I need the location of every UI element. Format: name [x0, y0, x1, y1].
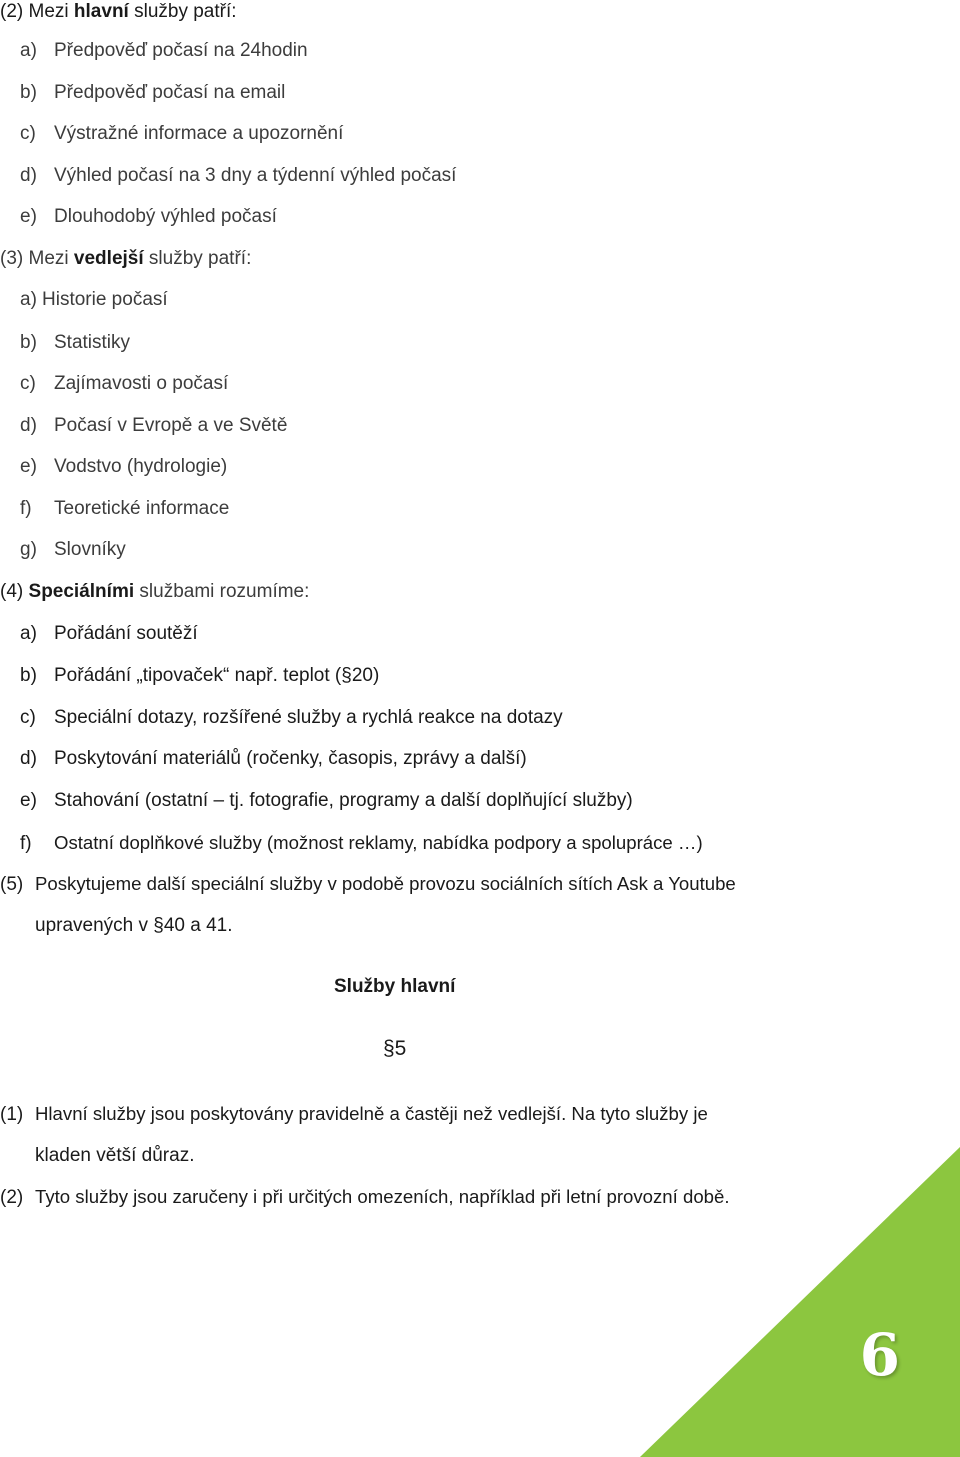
list-item: f) Teoretické informace [20, 498, 230, 519]
list-item: a) Historie počasí [20, 289, 168, 310]
section-4-bold: Speciálními [28, 581, 135, 602]
section-3-post: služby patří: [143, 248, 252, 269]
section-3-heading [0, 247, 251, 271]
list-item: b) Předpověď počasí na email [20, 82, 286, 103]
section-3-pre: Mezi [28, 248, 74, 269]
section-4-heading [0, 580, 309, 604]
list-item: e) Vodstvo (hydrologie) [20, 456, 228, 477]
section-3-bold: vedlejší [73, 248, 144, 269]
page-corner-triangle [640, 1147, 960, 1457]
section-2-post: služby patří: [128, 1, 237, 22]
list-item: d) Výhled počasí na 3 dny a týdenní výhled počasí [20, 165, 457, 186]
section-3-number: (3) [0, 248, 24, 269]
page-title: Služby hlavní [334, 976, 456, 997]
section-4-number: (4) [0, 581, 24, 602]
list-item: b) Statistiky [20, 332, 131, 353]
section-2-pre: Mezi [28, 1, 74, 22]
section-5-line-1: (5) Poskytujeme další speciální služby v podobě provozu sociálních sítích Ask a Youtube [0, 873, 736, 895]
section-5-number: (5) [0, 874, 24, 895]
section-5-line-2: upravených v §40 a 41. [35, 915, 233, 936]
paragraph-1-line-1: (1) Hlavní služby jsou poskytovány pravidelně a častěji než vedlejší. Na tyto služby je [0, 1103, 708, 1125]
section-2-bold: hlavní [73, 1, 129, 22]
page-number: 6 [859, 1321, 900, 1389]
list-item: c) Speciální dotazy, rozšířené služby a rychlá reakce na dotazy [20, 707, 563, 728]
section-4-post: službami rozumíme: [134, 581, 310, 602]
section-2-heading [0, 0, 237, 24]
section-2-number: (2) [0, 1, 24, 22]
paragraph-mark: §5 [383, 1037, 407, 1060]
list-item: c) Zajímavosti o počasí [20, 373, 229, 394]
paragraph-2-number: (2) [0, 1187, 24, 1208]
list-item: d) Poskytování materiálů (ročenky, časopis, zprávy a další) [20, 748, 527, 769]
paragraph-1-number: (1) [0, 1104, 24, 1125]
list-item: g) Slovníky [20, 539, 126, 560]
list-item: e) Dlouhodobý výhled počasí [20, 206, 277, 227]
list-item: d) Počasí v Evropě a ve Světě [20, 415, 288, 436]
list-item: e) Stahování (ostatní – tj. fotografie, programy a další doplňující služby) [20, 790, 633, 811]
list-item: b) Pořádání „tipovaček“ např. teplot (§20) [20, 665, 380, 686]
list-item: c) Výstražné informace a upozornění [20, 123, 344, 144]
paragraph-1-line-2: kladen větší důraz. [35, 1145, 195, 1166]
paragraph-2: (2) Tyto služby jsou zaručeny i při určitých omezeních, například při letní provozní době. [0, 1186, 730, 1208]
list-item: a) Pořádání soutěží [20, 623, 198, 644]
list-item: f) Ostatní doplňkové služby (možnost reklamy, nabídka podpory a spolupráce …) [20, 832, 703, 854]
list-item: a) Předpověď počasí na 24hodin [20, 40, 308, 61]
